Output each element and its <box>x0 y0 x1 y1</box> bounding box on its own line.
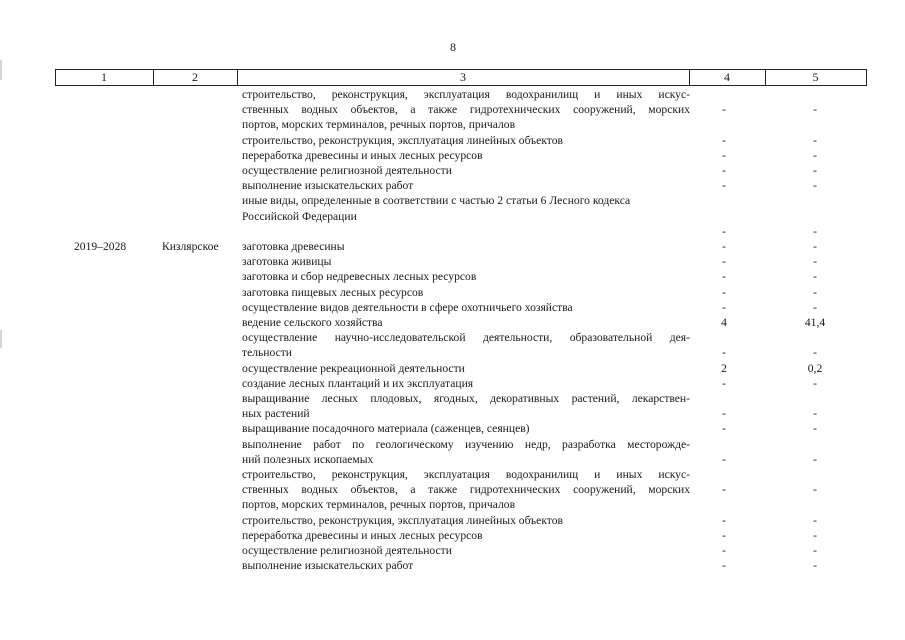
col5-value: - <box>813 133 817 147</box>
col5-value: - <box>813 452 817 466</box>
table-row <box>0 407 905 421</box>
table-row <box>0 453 905 467</box>
table-row <box>0 286 905 300</box>
activity-cell: переработка древесины и иных лесных ресурсов <box>242 148 483 162</box>
activity-cell: строительство, реконструкция, эксплуатация водохранилищ и иных искус- <box>242 88 690 101</box>
table-row <box>0 346 905 360</box>
activity-cell: ственных водных объектов, а также гидротехнических сооружений, морских <box>242 483 690 497</box>
activity-cell: выполнение работ по геологическому изучению недр, разработка месторожде- <box>242 437 690 451</box>
col5-value: - <box>813 255 817 269</box>
scan-edge-mark <box>0 60 2 80</box>
forestry-cell: Кизлярское <box>162 240 219 253</box>
activity-cell: тельности <box>242 346 292 360</box>
table-row <box>0 164 905 178</box>
activity-cell: выполнение изыскательских работ <box>242 179 414 193</box>
col5-value: - <box>813 164 817 177</box>
table-row <box>0 301 905 315</box>
activity-cell: заготовка пищевых лесных ресурсов <box>242 285 424 299</box>
col4-value: 4 <box>721 316 727 329</box>
activity-cell: иные виды, определенные в соответствии с частью 2 статьи 6 Лесного кодекса <box>242 194 631 208</box>
col5-value: - <box>813 148 817 162</box>
col4-value: - <box>722 224 726 238</box>
col5-value: - <box>813 483 817 497</box>
col5-value: - <box>813 513 817 527</box>
col4-value: - <box>722 240 726 253</box>
col4-value: - <box>722 559 726 573</box>
header-col-4: 4 <box>724 70 730 84</box>
activity-cell: выполнение изыскательских работ <box>242 559 414 573</box>
col4-value: - <box>722 376 726 390</box>
col4-value: - <box>722 407 726 421</box>
table-row <box>0 529 905 543</box>
activity-cell: осуществление религиозной деятельности <box>242 164 452 177</box>
activity-cell: ний полезных ископаемых <box>242 452 374 466</box>
table-row <box>0 468 905 482</box>
col5-value: - <box>813 528 817 542</box>
activity-cell: осуществление рекреационной деятельности <box>242 361 465 375</box>
col4-value: - <box>722 346 726 360</box>
table-row <box>0 331 905 345</box>
activity-cell: осуществление религиозной деятельности <box>242 544 452 557</box>
col5-value: - <box>813 103 817 117</box>
activity-cell: создание лесных плантаций и их эксплуатация <box>242 376 474 390</box>
activity-cell: заготовка живицы <box>242 255 332 269</box>
col4-value: - <box>722 544 726 557</box>
table-row <box>0 134 905 148</box>
col5-value: 41,4 <box>804 316 826 329</box>
col4-value: - <box>722 164 726 177</box>
col4-value: - <box>722 483 726 497</box>
activity-cell: осуществление видов деятельности в сфере охотничьего хозяйства <box>242 300 573 314</box>
col5-value: - <box>813 376 817 390</box>
activity-cell: портов, морских терминалов, речных портов, причалов <box>242 118 516 132</box>
col4-value: - <box>722 270 726 284</box>
table-row <box>0 498 905 512</box>
col4-value: - <box>722 300 726 314</box>
activity-cell: портов, морских терминалов, речных портов, причалов <box>242 498 516 512</box>
header-col-5: 5 <box>812 70 819 84</box>
table-row <box>0 316 905 330</box>
col4-value: - <box>722 103 726 117</box>
period-cell: 2019–2028 <box>74 240 127 253</box>
table-header <box>55 69 867 86</box>
table-row <box>0 149 905 163</box>
header-col-2: 2 <box>192 70 198 84</box>
col4-value: - <box>722 528 726 542</box>
activity-cell: ственных водных объектов, а также гидротехнических сооружений, морских <box>242 103 690 117</box>
table-row <box>0 270 905 284</box>
page-number: 8 <box>450 40 456 54</box>
col5-value: - <box>813 544 817 557</box>
col5-value: - <box>813 285 817 299</box>
col5-value: - <box>813 407 817 421</box>
activity-cell: выращивание посадочного материала (саженцев, сеянцев) <box>242 422 530 436</box>
table-row <box>0 483 905 497</box>
activity-cell: заготовка древесины <box>242 240 345 253</box>
activity-cell: строительство, реконструкция, эксплуатация линейных объектов <box>242 513 563 527</box>
activity-cell: заготовка и сбор недревесных лесных ресурсов <box>242 270 477 284</box>
activity-cell: Российской Федерации <box>242 209 357 223</box>
col4-value: - <box>722 513 726 527</box>
col4-value: - <box>722 179 726 193</box>
col4-value: 2 <box>721 361 727 375</box>
table-row <box>0 255 905 269</box>
col5-value: - <box>813 346 817 360</box>
activity-cell: строительство, реконструкция, эксплуатация линейных объектов <box>242 133 563 147</box>
table-row <box>0 118 905 132</box>
table-row <box>0 240 905 254</box>
table-row <box>0 88 905 102</box>
table-row <box>0 225 905 239</box>
table-row <box>0 194 905 208</box>
col5-value: - <box>813 179 817 193</box>
col4-value: - <box>722 452 726 466</box>
col5-value: - <box>813 300 817 314</box>
activity-cell: ных растений <box>242 407 310 421</box>
col5-value: 0,2 <box>807 361 823 375</box>
col4-value: - <box>722 133 726 147</box>
activity-cell: выращивание лесных плодовых, ягодных, декоративных растений, лекарствен- <box>242 392 690 405</box>
col4-value: - <box>722 422 726 436</box>
col5-value: - <box>813 224 817 238</box>
col4-value: - <box>722 285 726 299</box>
table-row <box>0 422 905 436</box>
table-row <box>0 392 905 406</box>
col4-value: - <box>722 148 726 162</box>
table-row <box>0 514 905 528</box>
header-col-1: 1 <box>101 70 107 84</box>
col5-value: - <box>813 422 817 436</box>
col5-value: - <box>813 559 817 573</box>
activity-cell: ведение сельского хозяйства <box>242 316 383 329</box>
table-row <box>0 438 905 452</box>
table-row <box>0 210 905 224</box>
table-row <box>0 179 905 193</box>
col5-value: - <box>813 270 817 284</box>
header-col-3: 3 <box>460 70 466 84</box>
table-row <box>0 362 905 376</box>
table-row <box>0 377 905 391</box>
table-row <box>0 559 905 573</box>
col4-value: - <box>722 255 726 269</box>
activity-cell: осуществление научно-исследовательской деятельности, образовательной дея- <box>242 331 690 345</box>
activity-cell: строительство, реконструкция, эксплуатация водохранилищ и иных искус- <box>242 468 690 481</box>
col5-value: - <box>813 240 817 253</box>
table-row <box>0 544 905 558</box>
table-row <box>0 103 905 117</box>
activity-cell: переработка древесины и иных лесных ресурсов <box>242 528 483 542</box>
